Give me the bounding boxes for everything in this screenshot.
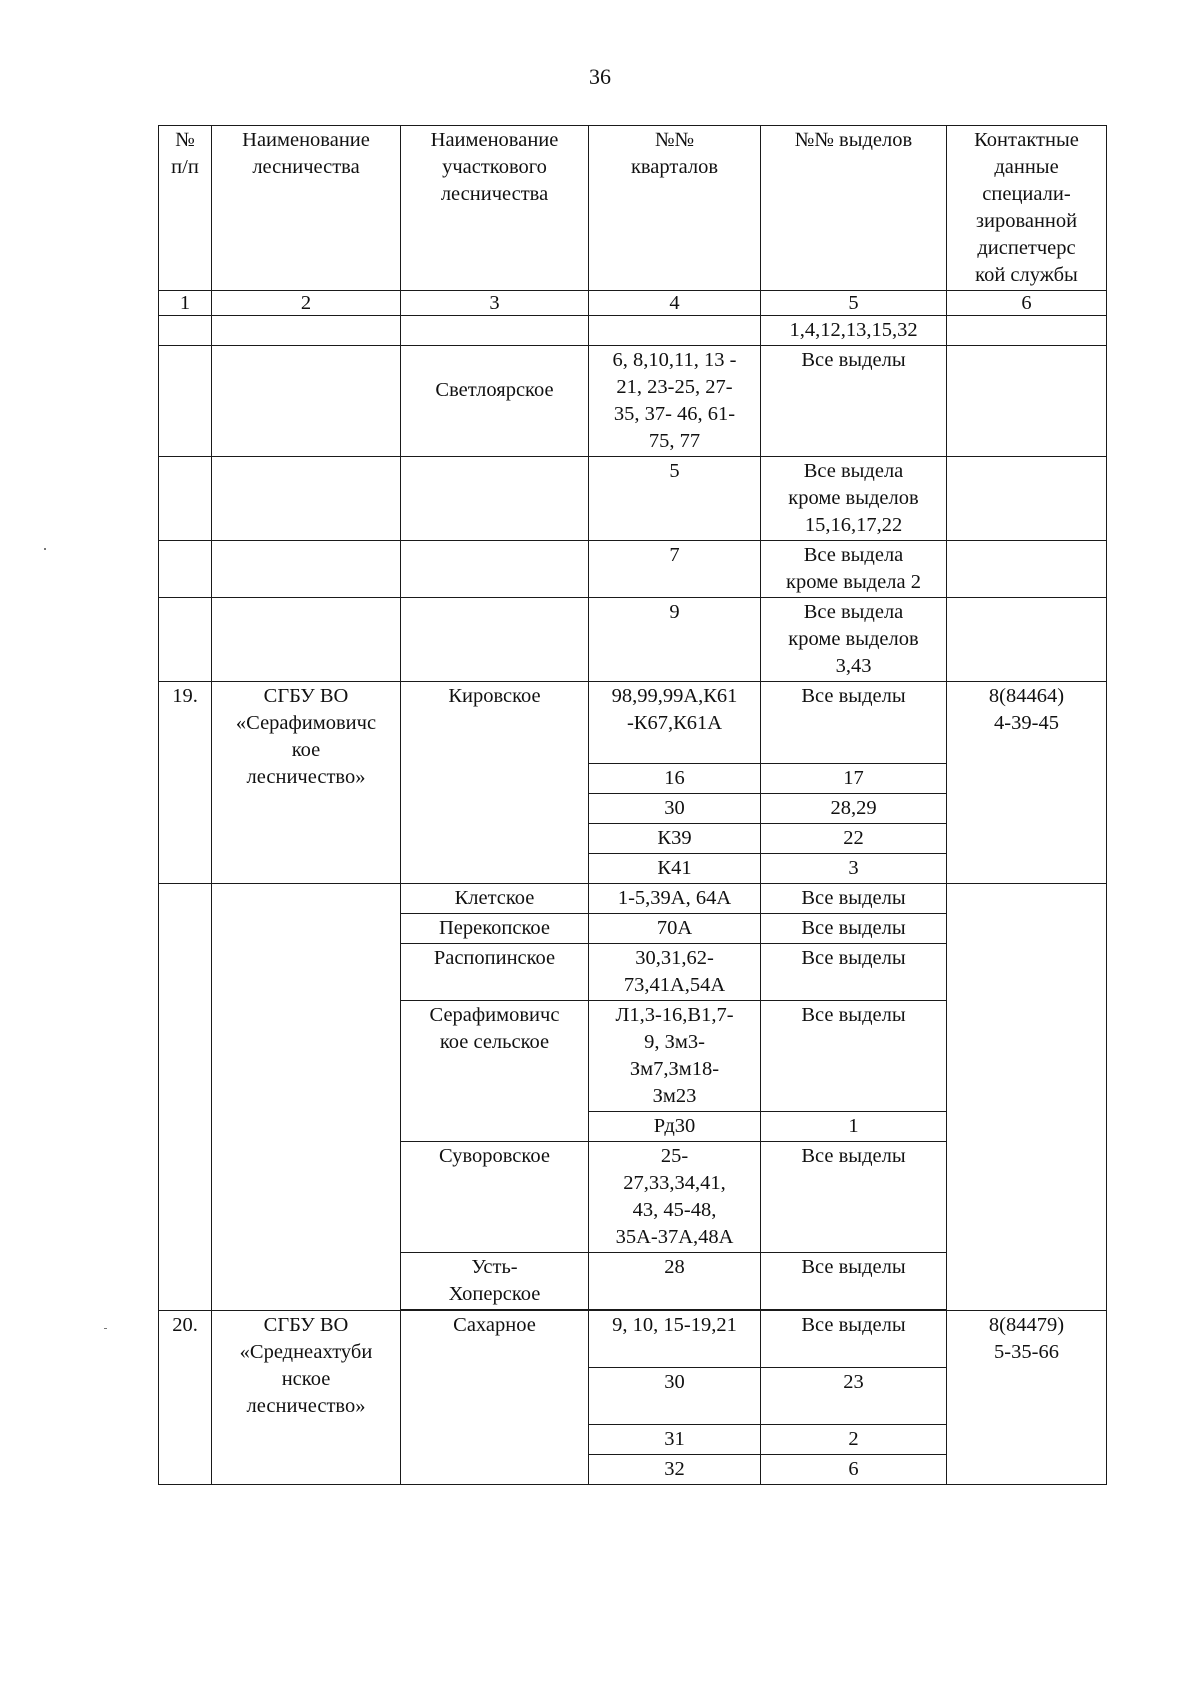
header-plots: №№ выделов: [761, 126, 947, 291]
cell-num: 20.: [159, 1311, 212, 1485]
cell-quarters: К41: [589, 854, 761, 884]
cell-num: [159, 346, 212, 457]
column-number: 5: [761, 291, 947, 316]
cell-quarters: 28: [589, 1253, 761, 1310]
cell-plots: Все выделы: [761, 914, 947, 944]
cell-quarters: 16: [589, 764, 761, 794]
table-row: [159, 457, 1107, 541]
cell-contacts: [947, 316, 1107, 346]
cell-num: [159, 316, 212, 346]
cell-contacts: [947, 346, 1107, 457]
column-number: 4: [589, 291, 761, 316]
cell-quarters: 9: [589, 598, 761, 682]
cell-forestry: СГБУ ВО «Серафимовичс кое лесничество»: [212, 682, 401, 884]
cell-quarters: 9, 10, 15-19,21: [589, 1311, 761, 1368]
page-number: 36: [589, 64, 611, 89]
table-row: [159, 1311, 1107, 1368]
cell-district: Распопинское: [401, 944, 589, 1001]
cell-district: Суворовское: [401, 1142, 589, 1253]
cell-quarters: 30: [589, 794, 761, 824]
header-num: № п/п: [159, 126, 212, 291]
scan-speck: [104, 1328, 107, 1329]
cell-quarters: 98,99,99А,К61 -К67,К61А: [589, 682, 761, 764]
table-row: [159, 884, 1107, 914]
scan-speck: [44, 548, 46, 550]
cell-forestry: [212, 598, 401, 682]
cell-forestry: [212, 884, 401, 1311]
cell-plots: Все выдела кроме выделов 15,16,17,22: [761, 457, 947, 541]
cell-quarters: 70А: [589, 914, 761, 944]
cell-quarters: [589, 316, 761, 346]
header-district: Наименование участкового лесничества: [401, 126, 589, 291]
cell-forestry: [212, 541, 401, 598]
cell-plots: Все выделы: [761, 346, 947, 457]
cell-district: [401, 598, 589, 682]
cell-plots: 22: [761, 824, 947, 854]
cell-plots: 28,29: [761, 794, 947, 824]
cell-quarters: К39: [589, 824, 761, 854]
header-forestry: Наименование лесничества: [212, 126, 401, 291]
table-row: [159, 346, 1107, 457]
cell-num: [159, 884, 212, 1311]
cell-plots: Все выделы: [761, 884, 947, 914]
cell-district: [401, 541, 589, 598]
cell-district: Сахарное: [401, 1311, 589, 1485]
cell-plots: Все выделы: [761, 682, 947, 764]
cell-district: Перекопское: [401, 914, 589, 944]
cell-quarters: 31: [589, 1425, 761, 1455]
cell-district: [401, 457, 589, 541]
cell-quarters: Л1,3-16,В1,7- 9, Зм3- Зм7,Зм18- Зм23: [589, 1001, 761, 1112]
cell-plots: Все выделы: [761, 944, 947, 1001]
forestry-table: [158, 125, 1107, 1485]
column-number: 3: [401, 291, 589, 316]
cell-plots: Все выделы: [761, 1142, 947, 1253]
cell-district: Серафимовичс кое сельское: [401, 1001, 589, 1142]
cell-quarters: 32: [589, 1455, 761, 1485]
cell-contacts: 8(84479) 5-35-66: [947, 1311, 1107, 1485]
column-number: 2: [212, 291, 401, 316]
cell-plots: 2: [761, 1425, 947, 1455]
cell-plots: 1,4,12,13,15,32: [761, 316, 947, 346]
cell-plots: 23: [761, 1368, 947, 1425]
cell-plots: 6: [761, 1455, 947, 1485]
cell-forestry: [212, 457, 401, 541]
table-row: [159, 541, 1107, 598]
cell-quarters: 7: [589, 541, 761, 598]
cell-district: Кировское: [401, 682, 589, 884]
cell-quarters: 1-5,39А, 64А: [589, 884, 761, 914]
table-row: [159, 598, 1107, 682]
cell-forestry: [212, 316, 401, 346]
cell-district: [401, 316, 589, 346]
cell-district: Светлоярское: [401, 346, 589, 457]
cell-num: 19.: [159, 682, 212, 884]
column-number-row: [159, 291, 1107, 316]
cell-quarters: Рд30: [589, 1112, 761, 1142]
cell-quarters: 30,31,62- 73,41А,54А: [589, 944, 761, 1001]
table-row: [159, 316, 1107, 346]
cell-quarters: 5: [589, 457, 761, 541]
cell-forestry: СГБУ ВО «Среднеахтуби нское лесничество»: [212, 1311, 401, 1485]
cell-contacts: 8(84464) 4-39-45: [947, 682, 1107, 884]
cell-plots: Все выдела кроме выделов 3,43: [761, 598, 947, 682]
header-quarters: №№ кварталов: [589, 126, 761, 291]
cell-plots: 17: [761, 764, 947, 794]
cell-plots: Все выделы: [761, 1001, 947, 1112]
cell-num: [159, 457, 212, 541]
cell-plots: Все выдела кроме выдела 2: [761, 541, 947, 598]
cell-num: [159, 541, 212, 598]
cell-plots: Все выделы: [761, 1311, 947, 1368]
cell-contacts: [947, 598, 1107, 682]
table-row: [159, 682, 1107, 764]
cell-contacts: [947, 541, 1107, 598]
cell-forestry: [212, 346, 401, 457]
column-number: 1: [159, 291, 212, 316]
cell-quarters: 25- 27,33,34,41, 43, 45-48, 35А-37А,48А: [589, 1142, 761, 1253]
cell-district: Усть- Хоперское: [401, 1253, 589, 1310]
cell-plots: Все выделы: [761, 1253, 947, 1310]
header-contacts: Контактные данные специали- зированной диспетчерс кой службы: [947, 126, 1107, 291]
cell-quarters: 30: [589, 1368, 761, 1425]
cell-contacts: [947, 457, 1107, 541]
header-row: [159, 126, 1107, 291]
cell-quarters: 6, 8,10,11, 13 - 21, 23-25, 27- 35, 37- 46, 61- 75, 77: [589, 346, 761, 457]
cell-district: Клетское: [401, 884, 589, 914]
cell-plots: 3: [761, 854, 947, 884]
cell-contacts: [947, 884, 1107, 1311]
column-number: 6: [947, 291, 1107, 316]
cell-plots: 1: [761, 1112, 947, 1142]
cell-num: [159, 598, 212, 682]
